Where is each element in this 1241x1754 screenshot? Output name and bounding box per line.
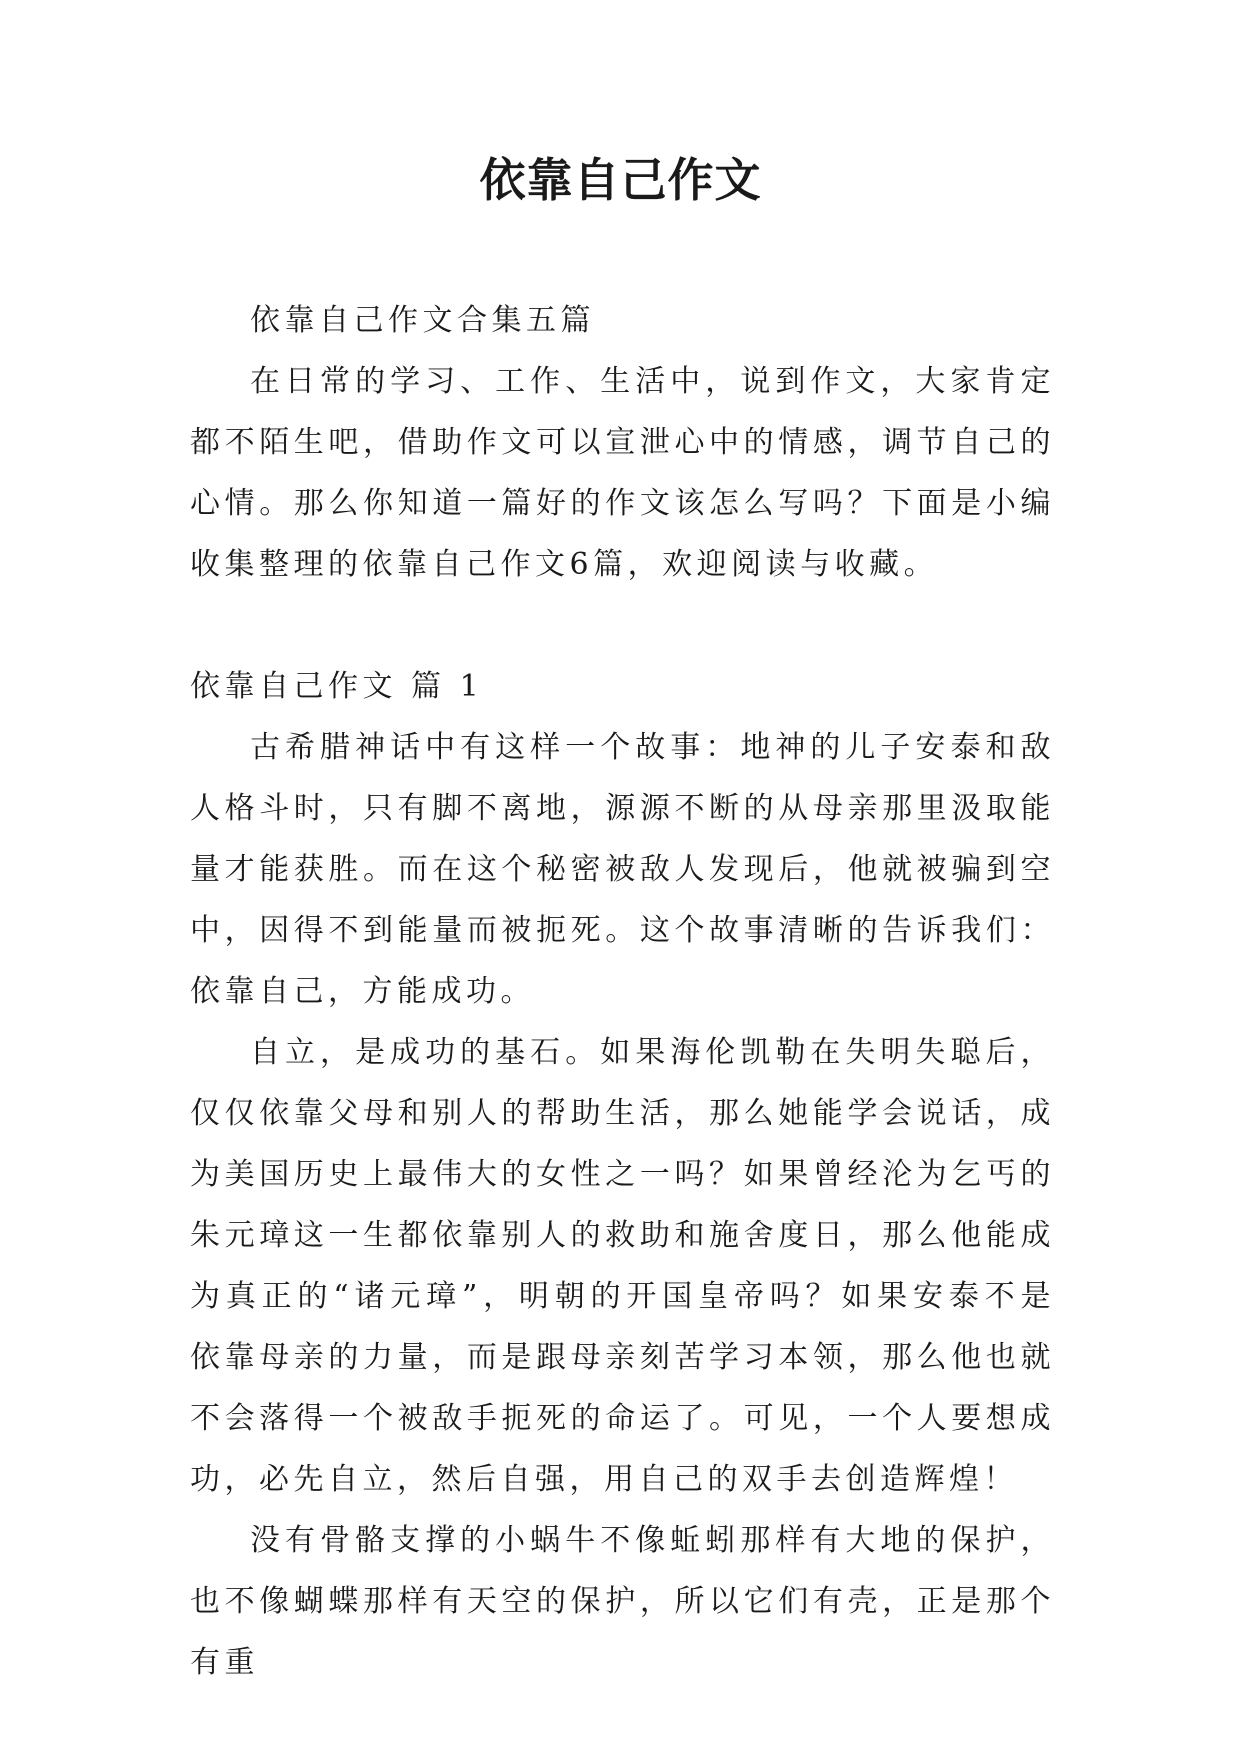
body-paragraph-1: 古希腊神话中有这样一个故事：地神的儿子安泰和敌人格斗时，只有脚不离地，源源不断的从母亲那里汲取能量才能获胜。而在这个秘密被敌人发现后，他就被骗到空中，因得不到能量而被扼死。这个故事清晰的告诉我们：依靠自己，方能成功。: [190, 730, 1055, 1009]
body-paragraph-2: 自立，是成功的基石。如果海伦凯勒在失明失聪后，仅仅依靠父母和别人的帮助生活，那么她能学会说话，成为美国历史上最伟大的女性之一吗？如果曾经沦为乞丐的朱元璋这一生都依靠别人的救助和施舍度日，那么他能成为真正的“诸元璋”，明朝的开国皇帝吗？如果安泰不是依靠母亲的力量，而是跟母亲刻苦学习本领，那么他也就不会落得一个被敌手扼死的命运了。可见，一个人要想成功，必先自立，然后自强，用自己的双手去创造辉煌！: [190, 1035, 1055, 1497]
intro-paragraph: 在日常的学习、工作、生活中，说到作文，大家肯定都不陌生吧，借助作文可以宣泄心中的情感，调节自己的心情。那么你知道一篇好的作文该怎么写吗？下面是小编收集整理的依靠自己作文6篇，欢迎阅读与收藏。: [190, 364, 1055, 582]
section-heading: 依靠自己作文 篇 1: [190, 669, 484, 704]
subtitle-line: 依靠自己作文合集五篇: [250, 303, 595, 338]
document-body: [190, 290, 1055, 1693]
body-paragraph-3: 没有骨骼支撑的小蜗牛不像蚯蚓那样有大地的保护，也不像蝴蝶那样有天空的保护，所以它们有壳，正是那个有重: [190, 1523, 1055, 1680]
document-title: 依靠自己作文: [479, 153, 762, 207]
